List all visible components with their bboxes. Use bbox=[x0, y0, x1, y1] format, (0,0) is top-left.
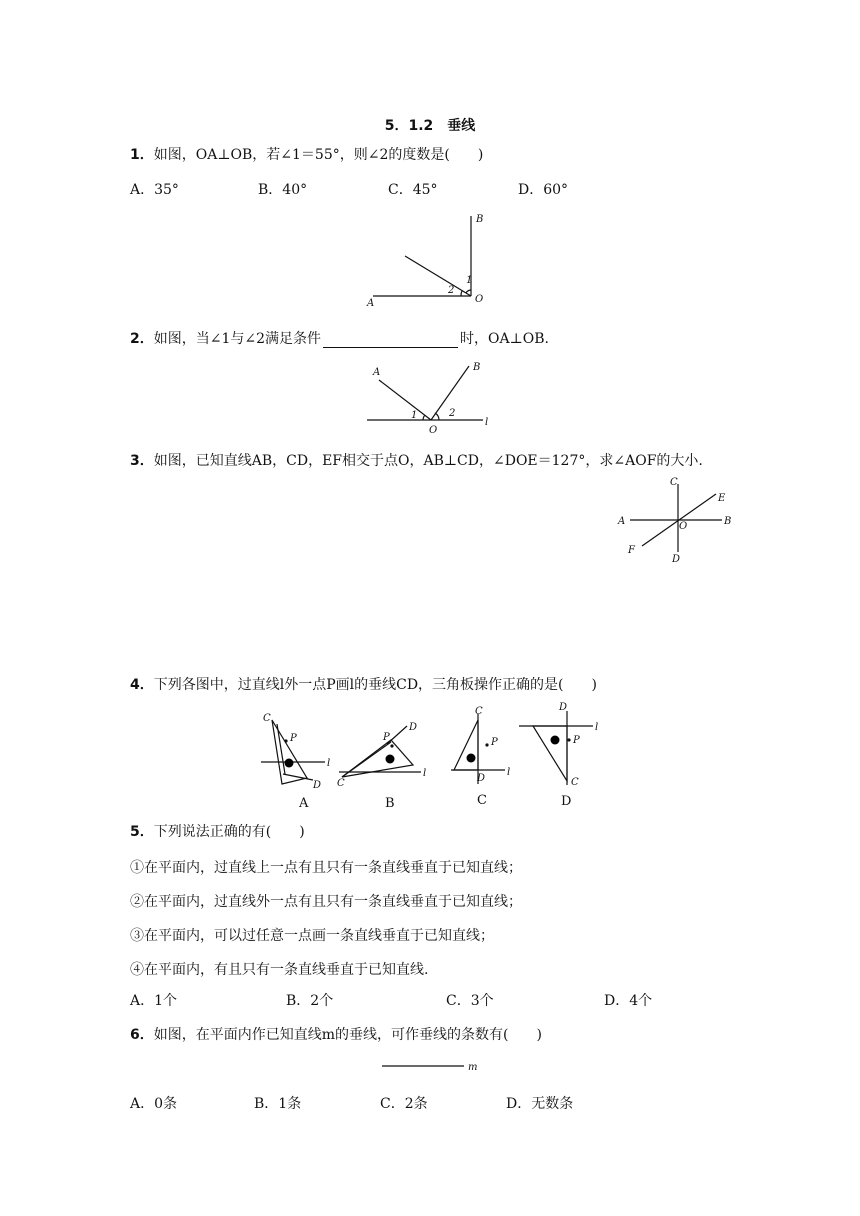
question-number: 4． bbox=[130, 677, 154, 693]
q5-option-c: C．3个 bbox=[446, 993, 494, 1009]
q6-option-d: D．无数条 bbox=[506, 1096, 574, 1112]
label-l: l bbox=[423, 768, 427, 779]
label-m: m bbox=[468, 1062, 478, 1073]
label-a: A bbox=[618, 516, 626, 527]
q3-figure bbox=[612, 474, 742, 569]
q4-figure-b bbox=[335, 716, 435, 810]
question-1 bbox=[130, 146, 483, 164]
label-b: B bbox=[476, 214, 484, 225]
statement-2: ②在平面内，过直线外一点有且只有一条直线垂直于已知直线； bbox=[130, 894, 522, 910]
page-title: 5．1.2 垂线 bbox=[384, 118, 476, 134]
q5-option-b: B．2个 bbox=[286, 993, 334, 1009]
q4-figure-a bbox=[255, 708, 335, 810]
label-p: P bbox=[491, 737, 498, 748]
q2-figure bbox=[365, 358, 505, 438]
angle-2-label: 2 bbox=[448, 285, 455, 296]
label-f: F bbox=[628, 545, 635, 556]
label-c: C bbox=[337, 778, 345, 789]
label-a: A bbox=[373, 367, 381, 378]
label-b: B bbox=[473, 362, 481, 373]
q1-option-b: B．40° bbox=[258, 182, 308, 198]
label-d: D bbox=[477, 773, 486, 784]
label-d: D bbox=[559, 702, 568, 713]
q5-option-d: D．4个 bbox=[604, 993, 653, 1009]
angle-1-label: 1 bbox=[466, 275, 473, 286]
label-e: E bbox=[718, 493, 726, 504]
q5-option-a: A．1个 bbox=[130, 993, 178, 1009]
question-2 bbox=[130, 330, 549, 348]
label-c: C bbox=[263, 713, 271, 724]
q6-option-b: B．1条 bbox=[254, 1096, 302, 1112]
caption-a: A bbox=[299, 796, 309, 811]
statement-3: ③在平面内，可以过任意一点画一条直线垂直于已知直线； bbox=[130, 928, 494, 944]
angle-1-label: 1 bbox=[411, 410, 418, 421]
question-5 bbox=[130, 823, 305, 841]
statement-1: ①在平面内，过直线上一点有且只有一条直线垂直于已知直线； bbox=[130, 860, 522, 876]
question-number: 5． bbox=[130, 824, 154, 840]
label-c: C bbox=[670, 477, 678, 488]
question-text: 如图，OA⊥OB，若∠1＝55°，则∠2的度数是( ) bbox=[153, 147, 484, 163]
q4-figure-d bbox=[515, 699, 615, 810]
q6-figure bbox=[380, 1056, 490, 1076]
label-l: l bbox=[327, 758, 331, 769]
q6-option-c: C．2条 bbox=[380, 1096, 428, 1112]
label-p: P bbox=[290, 733, 297, 744]
question-4 bbox=[130, 676, 597, 694]
question-number: 6． bbox=[130, 1027, 154, 1043]
q1-option-a: A．35° bbox=[130, 182, 179, 198]
question-number: 2． bbox=[130, 331, 154, 347]
answer-blank[interactable] bbox=[323, 333, 458, 348]
caption-b: B bbox=[385, 796, 395, 811]
caption-c: C bbox=[477, 793, 487, 808]
question-text: 如图，当∠1与∠2满足条件 bbox=[153, 331, 322, 347]
label-p: P bbox=[573, 735, 580, 746]
label-c: C bbox=[475, 706, 483, 717]
angle-2-label: 2 bbox=[449, 408, 456, 419]
label-d: D bbox=[409, 722, 418, 733]
label-o: O bbox=[475, 294, 484, 305]
label-c: C bbox=[571, 777, 579, 788]
q1-figure bbox=[365, 210, 505, 310]
label-p: P bbox=[383, 732, 390, 743]
question-3 bbox=[130, 452, 703, 470]
question-text: 如图，在平面内作已知直线m的垂线，可作垂线的条数有( ) bbox=[153, 1027, 542, 1043]
label-b: B bbox=[724, 516, 732, 527]
label-l: l bbox=[507, 767, 511, 778]
label-l: l bbox=[485, 417, 489, 428]
question-6 bbox=[130, 1026, 542, 1044]
label-o: O bbox=[429, 425, 438, 436]
question-text: 下列说法正确的有( ) bbox=[153, 824, 305, 840]
question-text-tail: 时，OA⊥OB. bbox=[460, 331, 550, 347]
caption-d: D bbox=[561, 794, 572, 809]
question-text: 如图，已知直线AB，CD，EF相交于点O，AB⊥CD，∠DOE＝127°，求∠AOF的大小. bbox=[153, 453, 703, 469]
label-d: D bbox=[313, 780, 322, 791]
label-l: l bbox=[595, 722, 599, 733]
statement-4: ④在平面内，有且只有一条直线垂直于已知直线. bbox=[130, 962, 429, 978]
question-number: 1． bbox=[130, 147, 154, 163]
label-o: O bbox=[679, 521, 688, 532]
q1-option-d: D．60° bbox=[518, 182, 569, 198]
q1-option-c: C．45° bbox=[388, 182, 438, 198]
q6-option-a: A．0条 bbox=[130, 1096, 178, 1112]
label-d: D bbox=[672, 554, 681, 565]
question-number: 3． bbox=[130, 453, 154, 469]
label-a: A bbox=[367, 298, 375, 309]
question-text: 下列各图中，过直线l外一点P画l的垂线CD，三角板操作正确的是( ) bbox=[153, 677, 597, 693]
